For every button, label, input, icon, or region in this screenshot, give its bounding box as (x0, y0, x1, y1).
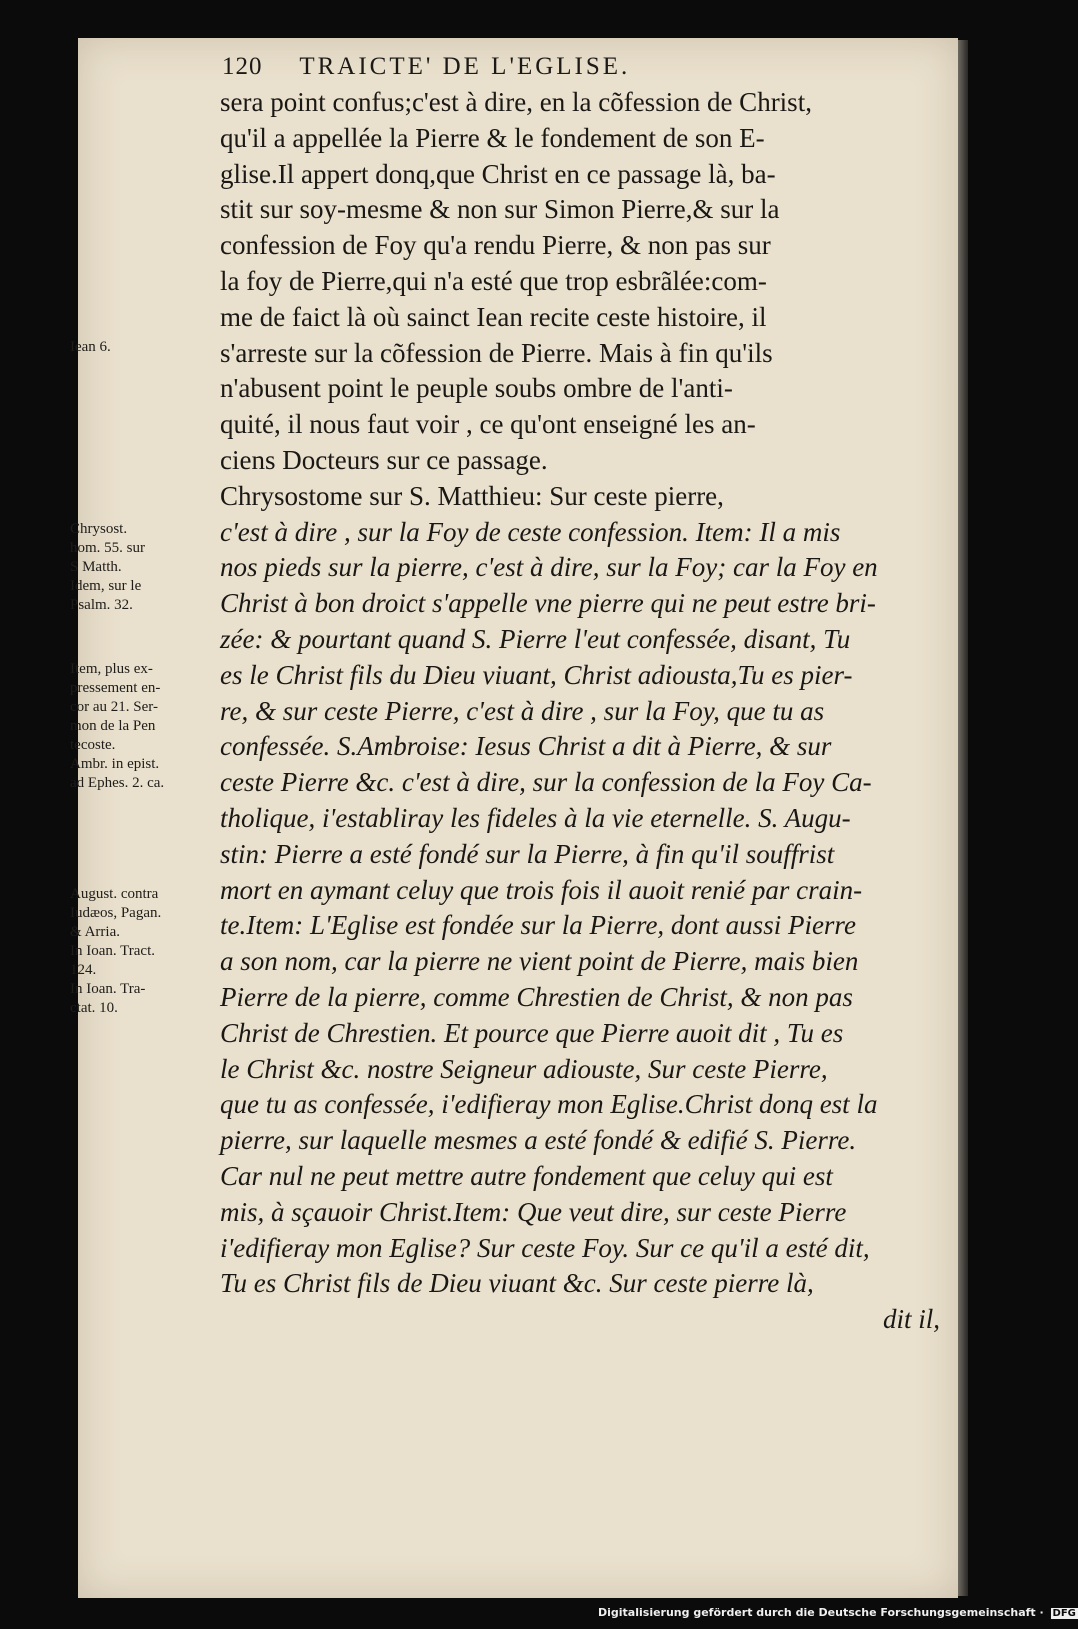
body-line: que tu as confessée, i'edifieray mon Eglise.Christ donq est la (220, 1089, 878, 1120)
body-line: es le Christ fils du Dieu viuant, Christ adiousta,Tu es pier- (220, 659, 853, 690)
margin-note-line: cor au 21. Ser- (70, 699, 159, 715)
digitization-footer (598, 1606, 1078, 1619)
margin-note-line: In Ioan. Tract. (70, 943, 155, 959)
body-line: dit il, (882, 1304, 940, 1335)
body-line: me de faict là où sainct Iean recite ceste histoire, il (220, 301, 767, 332)
margin-note-line: Ambr. in epist. (70, 756, 160, 772)
margin-note-3 (70, 660, 220, 793)
body-line: Chrysostome sur S. Matthieu: Sur ceste pierre, (220, 480, 724, 511)
body-line: c'est à dire , sur la Foy de ceste confession. Item: Il a mis (220, 516, 841, 547)
margin-note-line: Iudæos, Pagan. (70, 905, 162, 921)
body-line: n'abusent point le peuple soubs ombre de l'anti- (220, 373, 733, 404)
body-line: mort en aymant celuy que trois fois il auoit renié par crain- (220, 874, 863, 905)
body-line: glise.Il appert donq,que Christ en ce passage là, ba- (220, 158, 776, 189)
body-line: zée: & pourtant quand S. Pierre l'eut confessée, disant, Tu (220, 623, 851, 654)
body-line: re, & sur ceste Pierre, c'est à dire , sur la Foy, que tu as (220, 695, 825, 726)
margin-note-line: 124. (70, 962, 97, 978)
body-line: Christ à bon droict s'appelle vne pierre qui ne peut estre bri- (220, 588, 876, 619)
margin-note-line: ctat. 10. (70, 1000, 118, 1016)
margin-note-line: & Arria. (70, 924, 120, 940)
body-line: Tu es Christ fils de Dieu viuant &c. Sur ceste pierre là, (220, 1268, 814, 1299)
margin-note-line: tecoste. (70, 737, 116, 753)
margin-note-line: Psalm. 32. (70, 597, 133, 613)
margin-note-line: In Ioan. Tra- (70, 981, 146, 997)
margin-note-line: Iean 6. (70, 339, 111, 355)
body-line: a son nom, car la pierre ne vient point de Pierre, mais bien (220, 946, 859, 977)
margin-note-1 (70, 338, 220, 357)
body-line: s'arreste sur la cõfession de Pierre. Mais à fin qu'ils (220, 337, 773, 368)
body-line: la foy de Pierre,qui n'a esté que trop esbrãlée:com- (220, 265, 767, 296)
body-line: mis, à sçauoir Christ.Item: Que veut dire, sur ceste Pierre (220, 1196, 847, 1227)
body-line: Car nul ne peut mettre autre fondement que celuy qui est (220, 1160, 833, 1191)
body-line: ceste Pierre &c. c'est à dire, sur la confession de la Foy Ca- (220, 767, 872, 798)
body-line: i'edifieray mon Eglise? Sur ceste Foy. Sur ce qu'il a esté dit, (220, 1232, 870, 1263)
margin-note-line: Chrysost. (70, 521, 128, 537)
page-number: 120 (222, 53, 263, 80)
body-line: confession de Foy qu'a rendu Pierre, & non pas sur (220, 230, 771, 261)
dfg-logo: DFG (1052, 1608, 1076, 1619)
body-line: tholique, i'establiray les fideles à la vie eternelle. S. Augu- (220, 802, 851, 833)
margin-note-line: S Matth. (70, 559, 122, 575)
margin-note-4 (70, 885, 220, 1018)
body-line: Pierre de la pierre, comme Chrestien de Christ, & non pas (220, 981, 853, 1012)
body-line: qu'il a appellée la Pierre & le fondement de son E- (220, 122, 765, 153)
margin-note-line: hom. 55. sur (70, 540, 145, 556)
margin-note-line: Item, plus ex- (70, 661, 153, 677)
margin-note-line: August. contra (70, 886, 159, 902)
body-line: stin: Pierre a esté fondé sur la Pierre, à fin qu'il souffrist (220, 838, 835, 869)
margin-note-2 (70, 520, 220, 615)
body-line: nos pieds sur la pierre, c'est à dire, sur la Foy; car la Foy en (220, 552, 878, 583)
margin-note-line: ad Ephes. 2. ca. (70, 775, 165, 791)
running-title: TRAICTE' DE L'EGLISE. (299, 53, 631, 80)
body-line: ciens Docteurs sur ce passage. (220, 444, 548, 475)
body-line: quité, il nous faut voir , ce qu'ont enseigné les an- (220, 409, 756, 440)
footer-text: Digitalisierung gefördert durch die Deutsche Forschungsgemeinschaft · (598, 1606, 1044, 1619)
body-line: Christ de Chrestien. Et pource que Pierre auoit dit , Tu es (220, 1017, 844, 1048)
margin-note-line: Idem, sur le (70, 578, 142, 594)
running-header (222, 53, 922, 81)
margin-note-line: mon de la Pen (70, 718, 156, 734)
body-text (220, 85, 940, 1338)
page-edge (958, 40, 968, 1596)
body-line: te.Item: L'Eglise est fondée sur la Pierre, dont aussi Pierre (220, 910, 856, 941)
body-line: stit sur soy-mesme & non sur Simon Pierre,& sur la (220, 194, 780, 225)
body-line: pierre, sur laquelle mesmes a esté fondé & edifié S. Pierre. (220, 1125, 857, 1156)
body-line: le Christ &c. nostre Seigneur adiouste, Sur ceste Pierre, (220, 1053, 828, 1084)
margin-note-line: pressement en- (70, 680, 161, 696)
body-line: sera point confus;c'est à dire, en la cõfession de Christ, (220, 87, 812, 117)
body-line: confessée. S.Ambroise: Iesus Christ a dit à Pierre, & sur (220, 731, 832, 762)
